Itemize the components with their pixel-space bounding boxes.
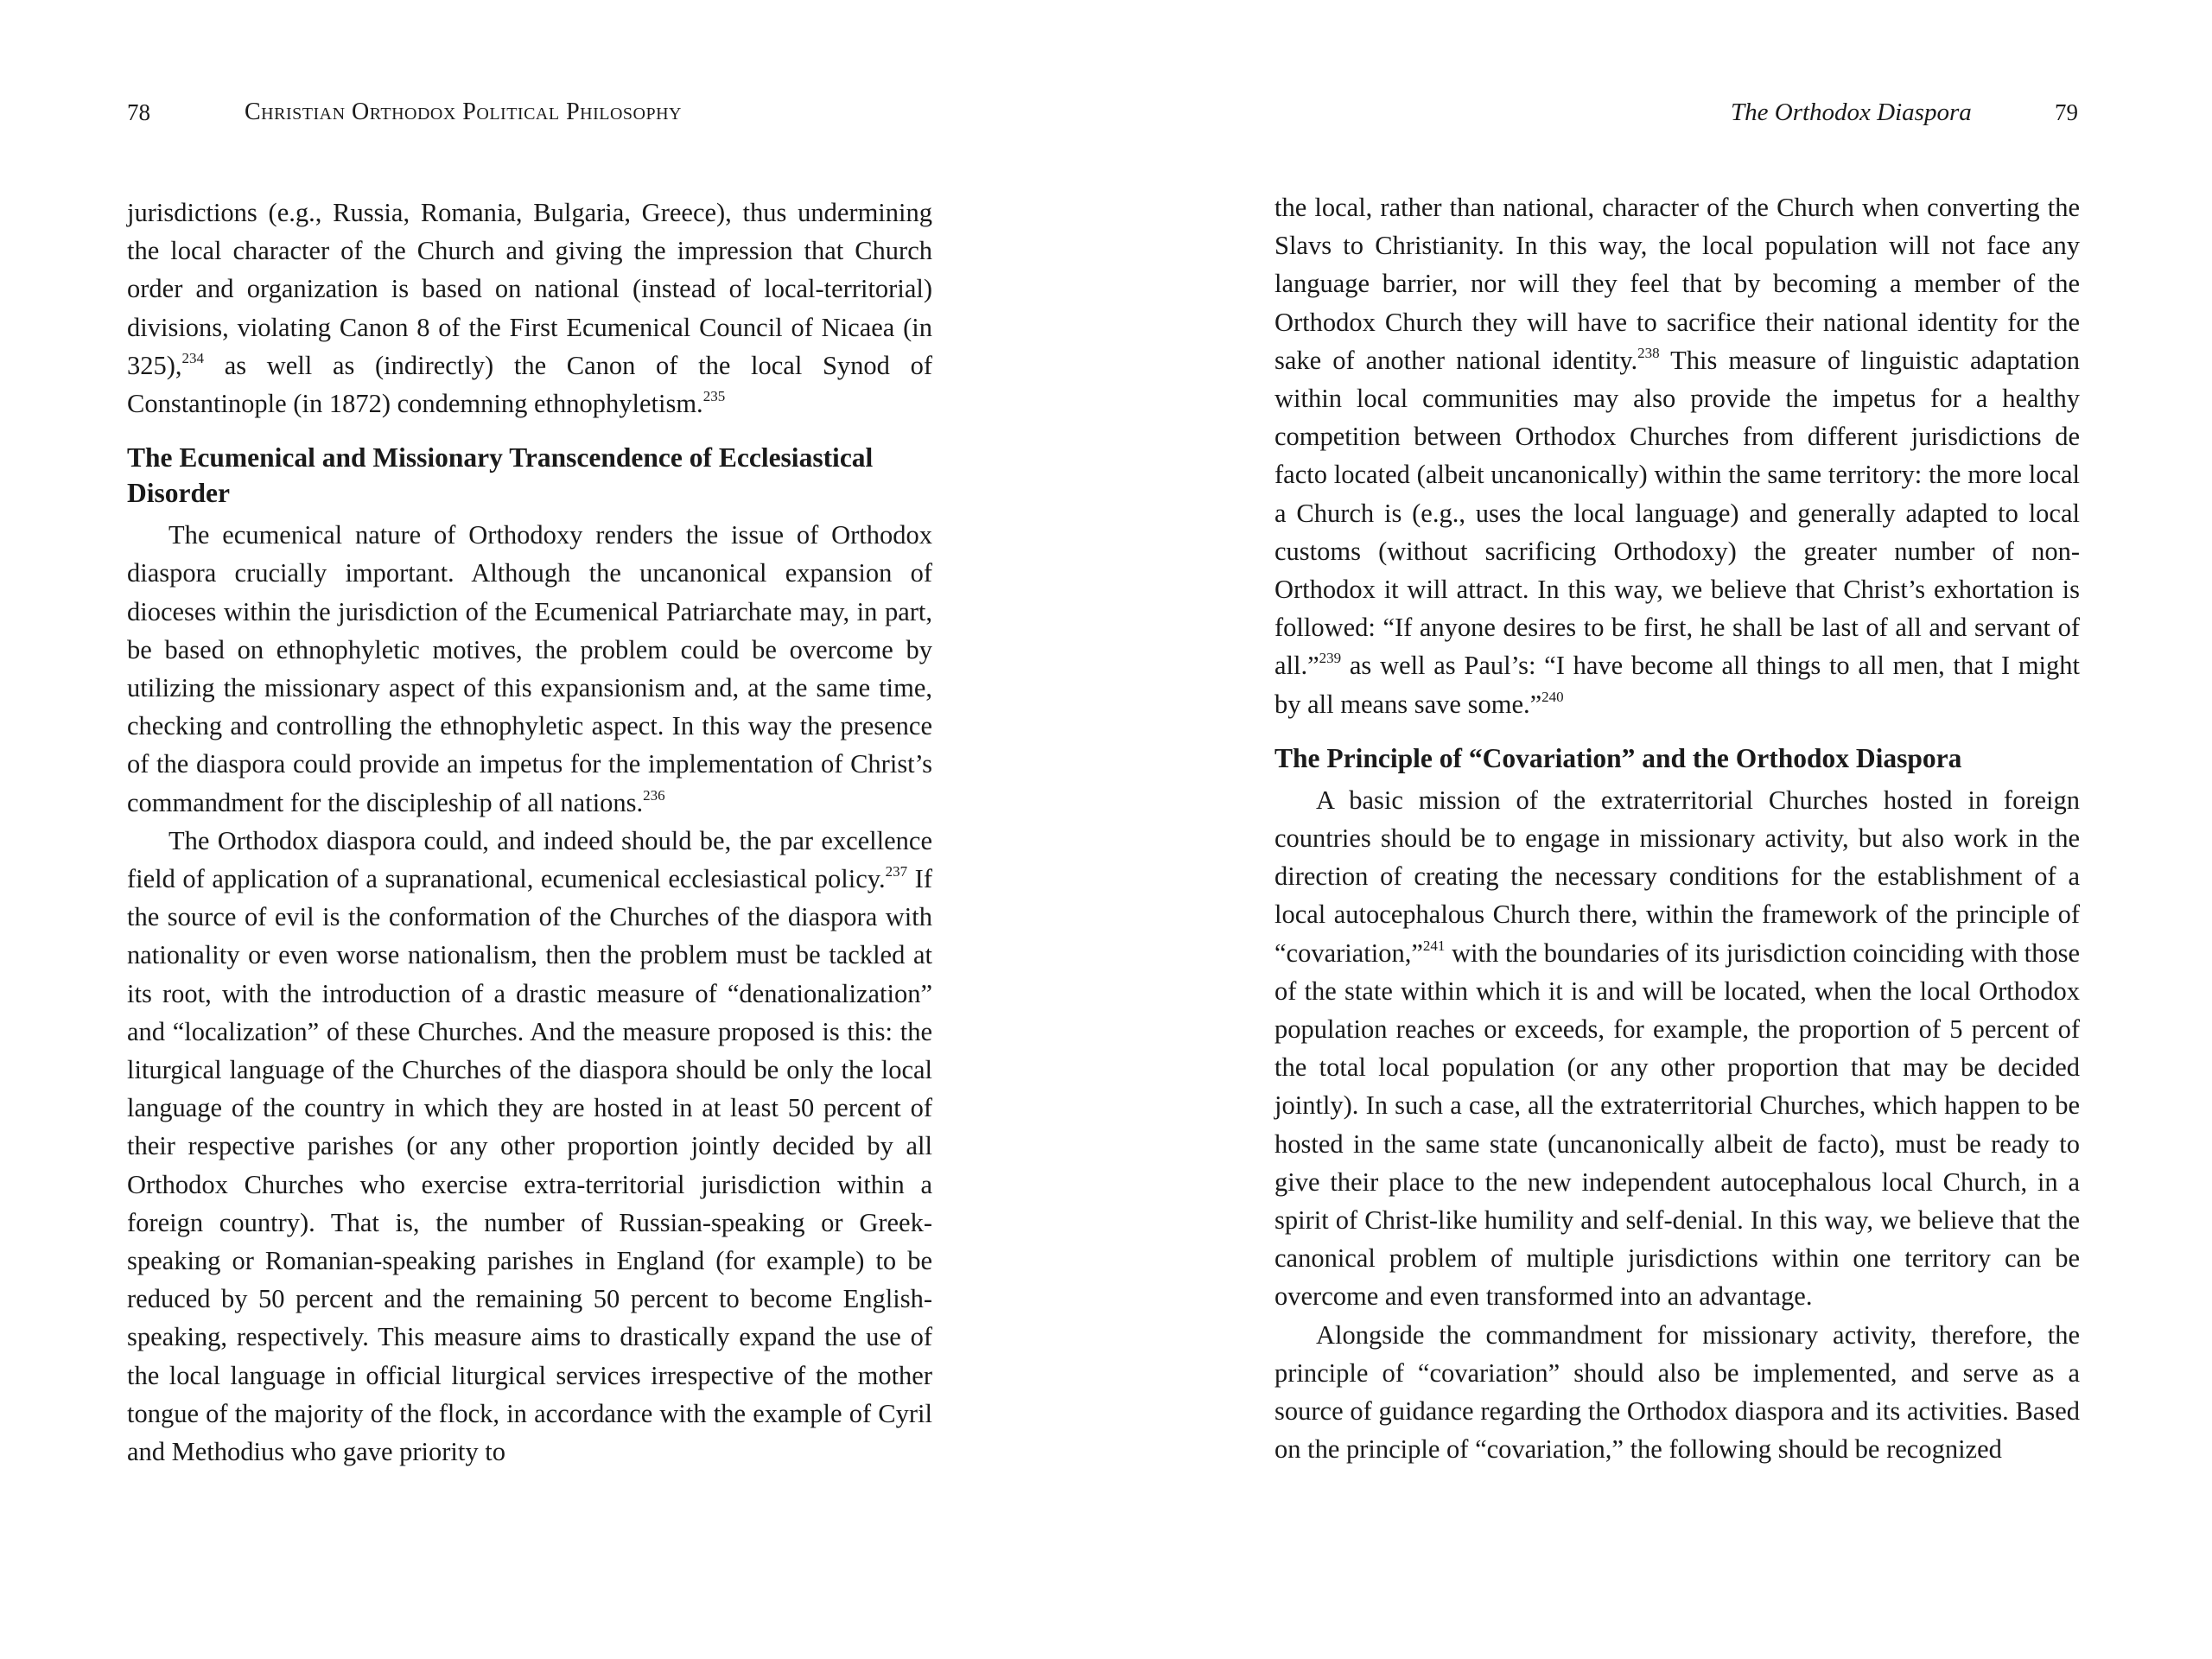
left-running-title: Christian Orthodox Political Philosophy bbox=[245, 99, 682, 125]
text-segment: jurisdictions (e.g., Russia, Romania, Bulgaria, Greece), thus undermining the local character of the Church and giving the impression that Church order and organization is based on national (instead of local-territorial) divisions, violating Canon 8 of the First Ecumenical Council of Nicaea (in 325), bbox=[127, 198, 932, 380]
text-segment: with the boundaries of its jurisdiction coinciding with those of the state within which it is and will be located, when the local Orthodox population reaches or exceeds, for example, the proportion of 5 percent of the total local population (or any other proportion that may be decided jointly). In such a case, all the extraterritorial Churches, which happen to be hosted in the same state (uncanonically albeit de facto), must be ready to give their place to the new independent autocephalous local Church, in a spirit of Christ-like humility and self-denial. In this way, we believe that the canonical problem of multiple jurisdictions within one territory can be overcome and even transformed into an advantage. bbox=[1274, 938, 2080, 1312]
footnote-ref-241[interactable]: 241 bbox=[1422, 937, 1446, 954]
text-segment: This measure of linguistic adaptation within local communities may also provide the impetus for a healthy competition between Orthodox Churches from different jurisdictions de facto located (albeit uncanonically) within the same territory: the more local a Church is (e.g., uses the local language) and generally adapted to local customs (without sacrificing Orthodoxy) the greater number of non-Orthodox it will attract. In this way, we believe that Christ’s exhortation is followed: “If anyone desires to be first, he shall be last of all and servant of all.” bbox=[1274, 345, 2080, 681]
footnote-ref-237[interactable]: 237 bbox=[885, 863, 908, 880]
paragraph bbox=[1274, 188, 2080, 723]
right-page bbox=[1106, 0, 2212, 1659]
paragraph bbox=[127, 516, 932, 822]
footnote-ref-238[interactable]: 238 bbox=[1637, 344, 1660, 361]
footnote-ref-239[interactable]: 239 bbox=[1319, 650, 1342, 667]
text-segment: A basic mission of the extraterritorial Churches hosted in foreign countries should be to engage in missionary activity, but also work in the direction of creating the necessary conditions for the establishment of a local autocephalous Church there, within the framework of the principle of “covariation,” bbox=[1274, 785, 2080, 968]
paragraph bbox=[1274, 781, 2080, 1316]
footnote-ref-236[interactable]: 236 bbox=[643, 786, 665, 804]
paragraph bbox=[1274, 1316, 2080, 1469]
text-segment: as well as Paul’s: “I have become all things to all men, that I might by all means save some.” bbox=[1274, 651, 2080, 719]
text-segment: If the source of evil is the conformation of the Churches of the diaspora with nationality or even worse nationalism, then the problem must be tackled at its root, with the introduction of a drastic measure of “denationalization” and “localization” of these Churches. And the measure proposed is this: the liturgical language of the Churches of the diaspora should be only the local language of the country in which they are hosted in at least 50 percent of their respective parishes (or any other proportion jointly decided by all Orthodox Churches who exercise extra-territorial jurisdiction within a foreign country). That is, the number of Russian-speaking or Greek-speaking or Romanian-speaking parishes in England (for example) to be reduced by 50 percent and the remaining 50 percent to become English-speaking, respectively. This measure aims to drastically expand the use of the local language in official liturgical services irrespective of the mother tongue of the majority of the flock, in accordance with the example of Cyril and Methodius who gave priority to bbox=[127, 864, 932, 1467]
left-page-number: 78 bbox=[127, 99, 150, 125]
right-page-number: 79 bbox=[2055, 99, 2078, 125]
text-segment: Alongside the commandment for missionary activity, therefore, the principle of “covariation” should also be implemented, and serve as a source of guidance regarding the Orthodox diaspora and its activities. Based on the principle of “covariation,” the following should be recognized bbox=[1274, 1319, 2080, 1465]
text-segment: the local, rather than national, character of the Church when converting the Slavs to Christianity. In this way, the local population will not face any language barrier, nor will they feel that by becoming a member of the Orthodox Church they will have to sacrifice their national identity for the sake of another national identity. bbox=[1274, 193, 2080, 375]
paragraph bbox=[127, 194, 932, 423]
left-body-column bbox=[127, 194, 932, 1471]
text-segment: The ecumenical nature of Orthodoxy renders the issue of Orthodox diaspora crucially important. Although the uncanonical expansion of dioceses within the jurisdiction of the Ecumenical Patriarchate may, in part, be based on ethnophyletic motives, the problem could be overcome by utilizing the missionary aspect of this expansionism and, at the same time, checking and controlling the ethnophyletic aspect. In this way the presence of the diaspora could provide an impetus for the implementation of Christ’s commandment for the discipleship of all nations. bbox=[127, 520, 932, 817]
text-segment: The Orthodox diaspora could, and indeed should be, the par excellence field of application of a supranational, ecumenical ecclesiastical policy. bbox=[127, 825, 932, 894]
section-heading: The Principle of “Covariation” and the Orthodox Diaspora bbox=[1274, 742, 1962, 773]
footnote-ref-235[interactable]: 235 bbox=[702, 388, 726, 405]
right-running-title: The Orthodox Diaspora bbox=[1731, 99, 1972, 126]
footnote-ref-240[interactable]: 240 bbox=[1541, 688, 1564, 705]
paragraph bbox=[127, 822, 932, 1471]
footnote-ref-234[interactable]: 234 bbox=[181, 349, 205, 366]
section-heading: The Ecumenical and Missionary Transcendence of Ecclesiastical Disorder bbox=[127, 442, 874, 509]
text-segment: as well as (indirectly) the Canon of the local Synod of Constantinople (in 1872) condemning ethnophyletism. bbox=[127, 350, 932, 419]
right-body-column bbox=[1274, 188, 2080, 1469]
